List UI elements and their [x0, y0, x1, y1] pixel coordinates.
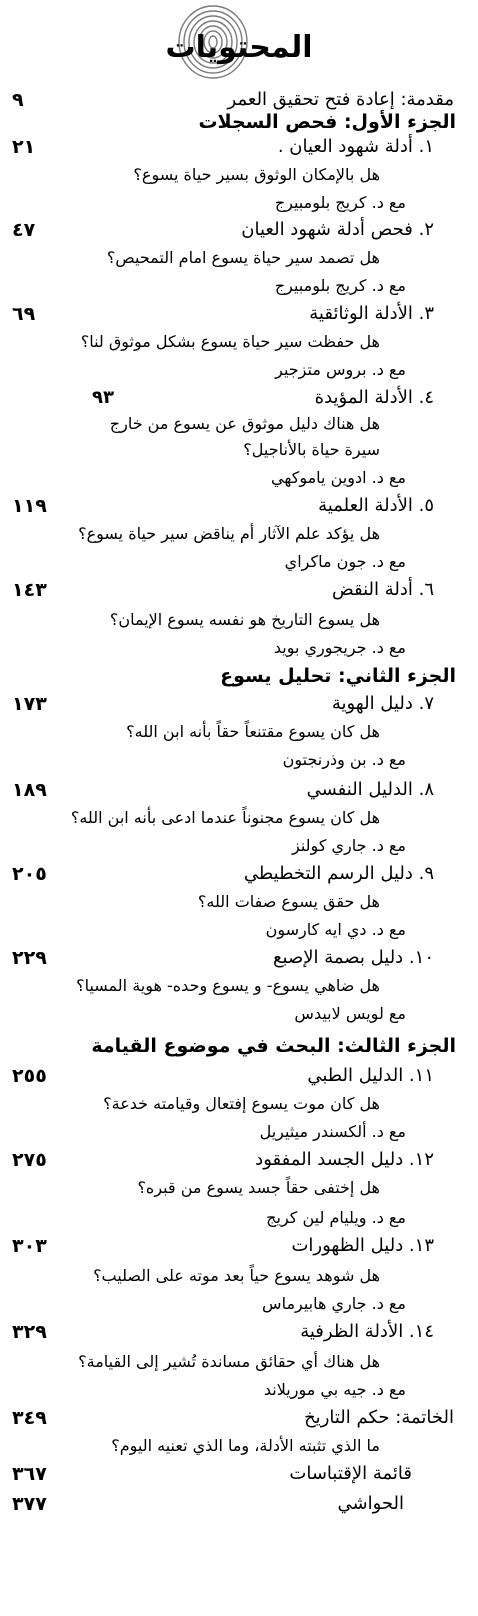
toc-entry-text: مع د. جيه بي موريلاند: [263, 1380, 406, 1399]
toc-entry: [0, 576, 478, 604]
toc-entry-text: مع د. دي ايه كارسون: [265, 920, 406, 939]
toc-entry-page-number: ٤٧: [12, 219, 36, 241]
toc-entry: [0, 1146, 478, 1174]
toc-entry-page-number: ٢٥٥: [12, 1065, 47, 1087]
toc-entry: [0, 888, 478, 916]
toc-entry: [0, 1118, 478, 1146]
toc-entry-text: الجزء الثالث: البحث في موضوع القيامة: [91, 1035, 456, 1057]
toc-entry-page-number: ٢٢٩: [12, 947, 47, 969]
toc-entry-page-number: ٣٢٩: [12, 1321, 47, 1343]
toc-entry-text: ١١. الدليل الطبي: [307, 1065, 434, 1086]
toc-entry-text: هل تصمد سير حياة يسوع امام التمحيص؟: [106, 248, 380, 267]
toc-entry-page-number: ٣٦٧: [12, 1463, 47, 1485]
toc-entry-text: هل كان يسوع مجنوناً عندما ادعى بأنه ابن الله؟: [70, 808, 380, 827]
toc-entry-text: مع د. ادوين ياموكهي: [271, 468, 406, 487]
toc-entry-text: مقدمة: إعادة فتح تحقيق العمر: [227, 89, 454, 110]
toc-entry-page-number: ٣٧٧: [12, 1493, 47, 1515]
toc-entry-text: سيرة حياة بالأناجيل؟: [243, 440, 380, 459]
toc-entry-text: الجزء الأول: فحص السجلات: [198, 111, 456, 133]
toc-entry-text: ٨. الدليل النفسي: [306, 779, 434, 800]
toc-entry: [0, 690, 478, 718]
toc-entry-text: ١٣. دليل الظهورات: [291, 1235, 434, 1256]
toc-entry-text: هل هناك أي حقائق مساندة تُشير إلى القيامة؟: [78, 1352, 380, 1371]
toc-entry-text: ٤. الأدلة المؤيدة: [314, 387, 434, 408]
toc-entry: [0, 1318, 478, 1346]
toc-entry: [0, 1262, 478, 1290]
toc-entry-text: الجزء الثاني: تحليل يسوع: [220, 665, 456, 687]
toc-entry-text: مع د. كريج بلومبيرج: [274, 276, 406, 295]
toc-entry-text: ما الذي تثبته الأدلة، وما الذي تعنيه اليوم؟: [111, 1436, 380, 1455]
toc-entry: [0, 662, 478, 690]
toc-entry: [0, 860, 478, 888]
toc-entry-text: هل يؤكد علم الآثار أم يناقض سير حياة يسوع؟: [78, 524, 380, 543]
toc-entry-text: مع د. ألكسندر ميثيريل: [259, 1122, 406, 1141]
toc-entry-text: هل كان يسوع مقتنعاً حقاً بأنه ابن الله؟: [126, 722, 380, 741]
toc-entry: [0, 832, 478, 860]
toc-entry-text: ٦. أدلة النقض: [331, 579, 434, 600]
toc-entry: [0, 1404, 478, 1432]
toc-entry: [0, 634, 478, 662]
toc-entry: [0, 436, 478, 464]
toc-entry-text: الخاتمة: حكم التاريخ: [304, 1407, 454, 1428]
toc-entry-text: مع د. جون ماكراي: [284, 552, 406, 571]
toc-entry-text: الحواشي: [337, 1493, 404, 1514]
toc-entry: [0, 1490, 478, 1518]
toc-entry-text: ٢. فحص أدلة شهود العيان: [241, 219, 434, 240]
toc-entry-text: هل إختفى حقاً جسد يسوع من قبره؟: [137, 1178, 380, 1197]
toc-entry: [0, 1000, 478, 1028]
toc-entry: [0, 161, 478, 189]
toc-entry-text: مع لويس لابيدس: [294, 1004, 406, 1023]
toc-entry-text: مع د. بن وذرنجتون: [282, 750, 406, 769]
toc-entry: [0, 384, 478, 412]
toc-entry: [0, 606, 478, 634]
toc-entry-text: هل حفظت سير حياة يسوع بشكل موثوق لنا؟: [80, 332, 380, 351]
toc-entry-text: ٥. الأدلة العلمية: [318, 495, 434, 516]
toc-entry: [0, 1090, 478, 1118]
toc-entry-page-number: ١٧٣: [12, 693, 47, 715]
toc-entry-page-number: ٣٠٣: [12, 1235, 47, 1257]
toc-entry: [0, 1062, 478, 1090]
toc-entry-page-number: ١٤٣: [12, 579, 47, 601]
toc-entry-text: ٣. الأدلة الوثائقية: [309, 303, 434, 324]
toc-entry-text: مع د. جاري كولنز: [292, 836, 406, 855]
toc-entry: [0, 944, 478, 972]
toc-entry: [0, 300, 478, 328]
toc-entry: [0, 804, 478, 832]
toc-entry-text: مع د. ويليام لين كريج: [266, 1208, 406, 1227]
toc-entry-text: ١٤. الأدلة الظرفية: [300, 1321, 434, 1342]
page-title: المحتويات: [165, 30, 313, 65]
toc-entry-text: مع د. جاري هابيرماس: [262, 1294, 406, 1313]
toc-entry-text: ١. أدلة شهود العيان .: [277, 136, 434, 157]
toc-entry: [0, 1032, 478, 1060]
toc-entry: [0, 1376, 478, 1404]
toc-entry-text: قائمة الإقتباسات: [289, 1463, 412, 1484]
toc-entry: [0, 410, 478, 438]
toc-entry: [0, 189, 478, 217]
toc-entry-page-number: ٢١: [12, 136, 36, 158]
toc-entry: [0, 520, 478, 548]
contents-header: [0, 0, 478, 80]
toc-entry-page-number: ٢٠٥: [12, 863, 47, 885]
toc-entry: [0, 1174, 478, 1202]
toc-entry-page-number: ٣٤٩: [12, 1407, 47, 1429]
toc-entry: [0, 356, 478, 384]
toc-entry: [0, 916, 478, 944]
toc-entry: [0, 1460, 478, 1488]
toc-entry-text: ١٢. دليل الجسد المفقود: [255, 1149, 434, 1170]
toc-entry: [0, 108, 478, 136]
toc-entry-text: هل هناك دليل موثوق عن يسوع من خارج: [109, 414, 380, 433]
toc-entry-text: هل حقق يسوع صفات الله؟: [197, 892, 380, 911]
toc-entry-text: ٧. دليل الهوية: [331, 693, 434, 714]
toc-entry: [0, 548, 478, 576]
toc-entry-text: ١٠. دليل بصمة الإصبع: [272, 947, 434, 968]
toc-entry-page-number: ٩٣: [92, 387, 114, 408]
toc-entry-text: هل شوهد يسوع حياً بعد موته على الصليب؟: [93, 1266, 380, 1285]
toc-entry: [0, 1432, 478, 1460]
toc-entry-text: مع د. بروس متزجير: [275, 360, 406, 379]
toc-entry-text: هل كان موت يسوع إفتعال وقيامته خدعة؟: [103, 1094, 380, 1113]
toc-entry-text: ٩. دليل الرسم التخطيطي: [243, 863, 434, 884]
toc-entry: [0, 1348, 478, 1376]
toc-entry-page-number: ٩: [12, 89, 24, 111]
toc-entry: [0, 492, 478, 520]
toc-entry: [0, 776, 478, 804]
toc-entry: [0, 328, 478, 356]
toc-entry-page-number: ١٨٩: [12, 779, 47, 801]
toc-entry-page-number: ٢٧٥: [12, 1149, 47, 1171]
toc-entry-text: مع د. جريجوري بويد: [273, 638, 406, 657]
toc-entry: [0, 1204, 478, 1232]
toc-entry: [0, 133, 478, 161]
toc-entry: [0, 1290, 478, 1318]
toc-entry-text: هل بالإمكان الوثوق بسير حياة يسوع؟: [133, 165, 380, 184]
toc-entry: [0, 718, 478, 746]
toc-entry-text: مع د. كريج بلومبيرج: [274, 193, 406, 212]
toc-entry: [0, 272, 478, 300]
toc-entry-page-number: ١١٩: [12, 495, 47, 517]
toc-entry: [0, 244, 478, 272]
toc-entry: [0, 972, 478, 1000]
toc-entry-text: هل يسوع التاريخ هو نفسه يسوع الإيمان؟: [109, 610, 380, 629]
toc-entry: [0, 216, 478, 244]
toc-entry-text: هل ضاهي يسوع- و يسوع وحده- هوية المسيا؟: [76, 976, 380, 995]
toc-entry: [0, 1232, 478, 1260]
toc-entry-page-number: ٦٩: [12, 303, 36, 325]
toc-entry: [0, 746, 478, 774]
toc-entry: [0, 464, 478, 492]
